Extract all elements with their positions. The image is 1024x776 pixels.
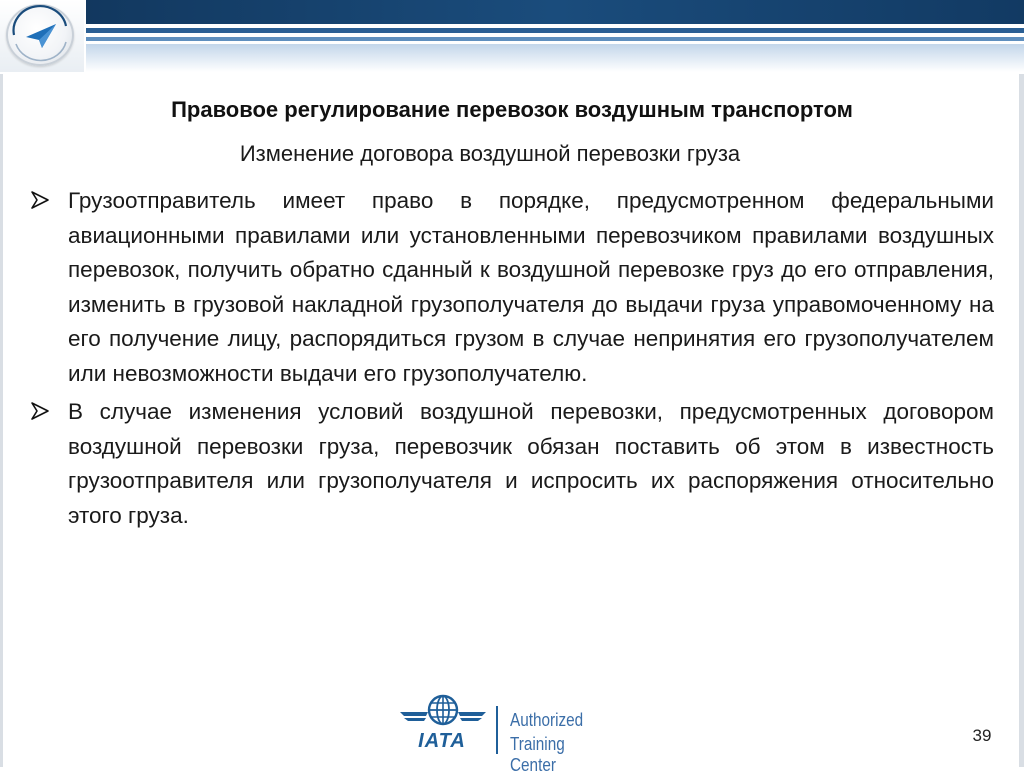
header-stripe-mid <box>86 28 1024 33</box>
bullet-list <box>28 184 994 537</box>
iata-globe-wings-icon <box>398 690 488 734</box>
logo-box <box>0 0 84 72</box>
hollow-arrow-bullet-icon <box>30 401 50 421</box>
header-band <box>0 0 1024 74</box>
iata-logo <box>398 690 618 775</box>
frame-right <box>1019 74 1024 767</box>
logo-divider <box>496 706 498 754</box>
bullet-text: В случае изменения условий воздушной перевозки, предусмотренных договором воздушной перевозки груза, перевозчик обязан поставить об этом в известность грузоотправителя или грузополучателя и испросить их распоряжения относительно этого груза. <box>68 399 994 528</box>
frame-left <box>0 74 3 767</box>
hollow-arrow-bullet-icon <box>30 190 50 210</box>
paper-plane-logo-icon <box>6 4 74 66</box>
bullet-item <box>28 395 994 533</box>
bullet-text: Грузоотправитель имеет право в порядке, предусмотренном федеральными авиационными правилами или установленными перевозчиком правилами воздушных перевозок, получить обратно сданный к воздушной перевозке груз до его отправления, изменить в грузовой накладной грузополучателя до выдачи груза управомоченному на его получение лицу, распорядиться грузом в случае непринятия его грузополучателем или невозможности выдачи его грузополучателю. <box>68 188 994 386</box>
bullet-item <box>28 184 994 391</box>
slide-title: Правовое регулирование перевозок воздушным транспортом <box>171 97 853 122</box>
training-center-label: Training Center <box>510 734 565 775</box>
header-fade <box>86 44 1024 72</box>
authorized-label: Authorized <box>510 710 584 730</box>
page-number: 39 <box>972 726 992 745</box>
slide-subtitle: Изменение договора воздушной перевозки груза <box>239 141 741 166</box>
header-stripe-dark <box>86 0 1024 24</box>
iata-logo-word: IATA <box>418 730 466 752</box>
header-stripe-light <box>86 37 1024 41</box>
